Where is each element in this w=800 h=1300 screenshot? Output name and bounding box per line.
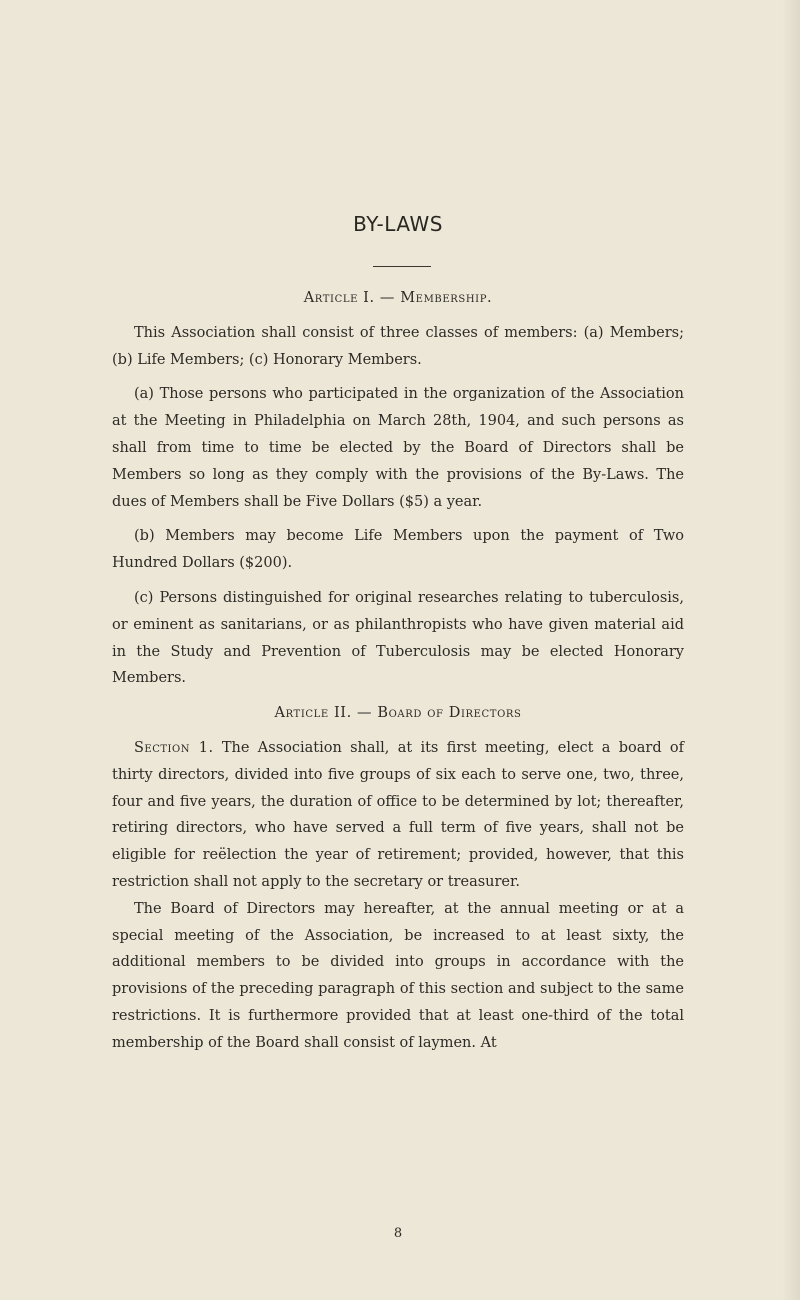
article-2-paragraph-2: The Board of Directors may hereafter, at the annual meeting or at a special meeting of the Association, be increased to at least sixty, the additional members to be divided into groups in accordance with the provisions of the preceding paragraph of this section and subject to the same restrictions. It is furthermore provided that at least one-third of the total membership of the Board shall consist of laymen. At [112, 900, 684, 1051]
article-2-heading: Article II. — Board of Directors [274, 705, 522, 722]
article-2-section-1 [112, 735, 684, 896]
article-1-heading: Article I. — Membership. [303, 290, 493, 306]
article-1-paragraph-c: (c) Persons distinguished for original researches relating to tuberculosis, or eminent as sanitarians, or as philanthropists who have given material aid in the Study and Prevention of Tuberculosis may be elected Honorary Members. [112, 589, 684, 687]
article-1-paragraph-b: (b) Members may become Life Members upon the payment of Two Hundred Dollars ($200). [112, 528, 684, 572]
section-label: Section 1. [134, 739, 214, 756]
section-1-text: The Association shall, at its first meeting, elect a board of thirty directors, divided into five groups of six each to serve one, two, three, four and five years, the duration of office to be determined by lot; thereafter, retiring directors, who have served a full term of five years, shall not be eligible for reëlection the year of retirement; provided, however, that this restriction shall not apply to the secretary or treasurer. [112, 739, 684, 890]
page-number: 8 [393, 1226, 403, 1241]
page-content [112, 285, 684, 1065]
title-rule [373, 266, 431, 267]
article-1-paragraph-a: (a) Those persons who participated in the organization of the Association at the Meeting in Philadelphia on March 28th, 1904, and such persons as shall from time to time be elected by the Board of Directors shall be Members so long as they comply with the provisions of the By-Laws. The dues of Members shall be Five Dollars ($5) a year. [112, 386, 684, 510]
document-title: BY-LAWS [353, 212, 443, 236]
page-edge-shadow [782, 0, 800, 1300]
article-1-intro: This Association shall consist of three classes of members: (a) Members; (b) Life Members; (c) Honorary Members. [112, 324, 684, 368]
